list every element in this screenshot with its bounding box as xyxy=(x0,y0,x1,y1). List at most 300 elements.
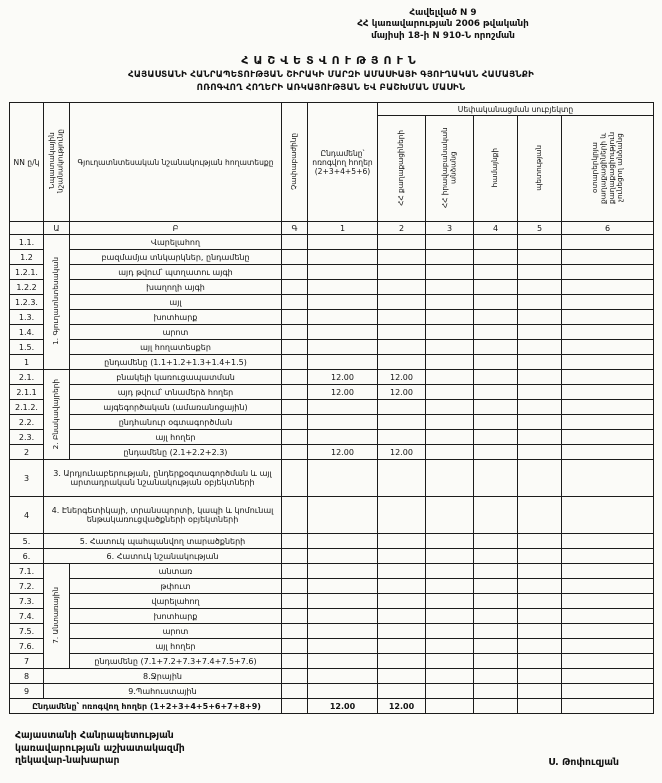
value-cell xyxy=(562,609,654,624)
value-cell xyxy=(474,430,518,445)
table-row xyxy=(10,534,654,549)
total-irrigated-cell xyxy=(308,325,378,340)
citizens-value-cell xyxy=(378,355,426,370)
citizens-value-cell xyxy=(378,639,426,654)
table-row xyxy=(10,684,654,699)
unit-cell xyxy=(282,669,308,684)
citizens-value-cell xyxy=(378,549,426,564)
value-cell xyxy=(426,579,474,594)
col-header-privatization-subject: Սեփականացման սուբյեկտը xyxy=(378,103,654,116)
citizens-value-cell xyxy=(378,624,426,639)
report-subtitle-subject: ՈՌՈԳՎՈՂ ՀՈՂԵՐԻ ԱՌԿԱՅՈՒԹՅԱՆ ԵՎ ԲԱՇԽՄԱՆ ՄԱՍԻՆ xyxy=(196,83,466,94)
row-number-cell: 1 xyxy=(10,355,44,370)
value-cell xyxy=(562,594,654,609)
value-cell xyxy=(474,669,518,684)
citizens-value-cell xyxy=(378,340,426,355)
total-irrigated-cell xyxy=(308,669,378,684)
footer xyxy=(9,730,653,768)
total-irrigated-cell xyxy=(308,497,378,534)
row-number-cell: 5. xyxy=(10,534,44,549)
value-cell xyxy=(562,415,654,430)
value-cell xyxy=(474,250,518,265)
citizens-value-cell xyxy=(378,295,426,310)
value-cell xyxy=(426,295,474,310)
land-type-cell: այլ հողատեսքեր xyxy=(70,340,282,355)
value-cell xyxy=(426,594,474,609)
total-irrigated-cell xyxy=(308,295,378,310)
total-irrigated-cell xyxy=(308,235,378,250)
appendix-reference xyxy=(288,8,598,42)
value-cell xyxy=(474,415,518,430)
value-cell xyxy=(518,235,562,250)
value-cell xyxy=(426,639,474,654)
land-type-cell: արոտ xyxy=(70,325,282,340)
grand-total-label-cell: Ընդամենը՝ ոռոգվող հողեր (1+2+3+4+5+6+7+8+9) xyxy=(10,699,282,714)
land-type-cell: այլ հողեր xyxy=(70,639,282,654)
total-irrigated-cell xyxy=(308,534,378,549)
value-cell xyxy=(426,699,474,714)
value-cell xyxy=(518,400,562,415)
total-irrigated-cell xyxy=(308,639,378,654)
value-cell xyxy=(562,460,654,497)
value-cell xyxy=(426,684,474,699)
unit-cell xyxy=(282,265,308,280)
value-cell xyxy=(518,340,562,355)
group-label-text: 2. Բնակավայրերի xyxy=(51,378,61,449)
total-irrigated-cell xyxy=(308,280,378,295)
value-cell xyxy=(474,325,518,340)
citizens-value-cell: 12.00 xyxy=(378,385,426,400)
col-header-row-number: NN ը/կ xyxy=(10,103,44,222)
value-cell xyxy=(518,564,562,579)
table-body xyxy=(10,235,654,714)
value-cell xyxy=(426,445,474,460)
unit-cell xyxy=(282,310,308,325)
row-number-cell: 7.1. xyxy=(10,564,44,579)
land-type-cell: ընդամենը (2.1+2.2+2.3) xyxy=(70,445,282,460)
decree-reference-line2: մայիսի 18-ի N 910-Ն որոշման xyxy=(371,30,515,41)
col-header-legal-entities xyxy=(426,116,474,222)
value-cell xyxy=(474,579,518,594)
row-number-cell: 7.2. xyxy=(10,579,44,594)
col-header-foreign-citizens-text: օտարերկրյա քաղաքացիների և քաղաքացիություն չունեցող անձանց xyxy=(589,131,624,204)
row-number-cell: 2.1. xyxy=(10,370,44,385)
row-number-cell: 1.2.3. xyxy=(10,295,44,310)
table-row xyxy=(10,445,654,460)
value-cell xyxy=(518,280,562,295)
land-type-cell: անտառ xyxy=(70,564,282,579)
value-cell xyxy=(562,265,654,280)
row-number-cell: 4 xyxy=(10,497,44,534)
value-cell xyxy=(426,564,474,579)
value-cell xyxy=(474,564,518,579)
citizens-value-cell xyxy=(378,497,426,534)
value-cell xyxy=(562,355,654,370)
value-cell xyxy=(562,564,654,579)
value-cell xyxy=(562,639,654,654)
value-cell xyxy=(518,497,562,534)
value-cell xyxy=(426,415,474,430)
purpose-group-label-cell xyxy=(44,564,70,669)
citizens-value-cell xyxy=(378,235,426,250)
header-letters-row xyxy=(10,222,654,235)
value-cell xyxy=(474,699,518,714)
table-row xyxy=(10,280,654,295)
value-cell xyxy=(474,265,518,280)
unit-cell xyxy=(282,594,308,609)
row-number-cell: 1.5. xyxy=(10,340,44,355)
citizens-value-cell xyxy=(378,684,426,699)
land-type-cell: խոտհարք xyxy=(70,609,282,624)
group-label-text: 1. Գյուղատնտեսական xyxy=(51,257,61,346)
value-cell xyxy=(474,594,518,609)
value-cell xyxy=(562,579,654,594)
value-cell xyxy=(562,385,654,400)
citizens-value-cell xyxy=(378,669,426,684)
unit-cell xyxy=(282,497,308,534)
row-number-cell: 9 xyxy=(10,684,44,699)
value-cell xyxy=(426,534,474,549)
total-irrigated-cell: 12.00 xyxy=(308,445,378,460)
value-cell xyxy=(474,639,518,654)
row-number-cell: 2.1.2. xyxy=(10,400,44,415)
land-type-cell: բազմամյա տնկարկներ, ընդամենը xyxy=(70,250,282,265)
total-irrigated-cell xyxy=(308,355,378,370)
value-cell xyxy=(518,250,562,265)
row-number-cell: 7.5. xyxy=(10,624,44,639)
table-row xyxy=(10,549,654,564)
land-type-cell: ընդամենը (7.1+7.2+7.3+7.4+7.5+7.6) xyxy=(70,654,282,669)
value-cell xyxy=(518,265,562,280)
value-cell xyxy=(474,654,518,669)
value-cell xyxy=(518,385,562,400)
value-cell xyxy=(562,430,654,445)
land-type-cell: վարելահող xyxy=(70,594,282,609)
value-cell xyxy=(474,497,518,534)
value-cell xyxy=(426,280,474,295)
letter-a: Ա xyxy=(44,222,70,235)
value-cell xyxy=(518,310,562,325)
irrigated-lands-table xyxy=(9,102,654,714)
row-number-cell: 6. xyxy=(10,549,44,564)
row-number-cell: 1.4. xyxy=(10,325,44,340)
total-irrigated-cell xyxy=(308,579,378,594)
value-cell xyxy=(426,355,474,370)
value-cell xyxy=(474,235,518,250)
citizens-value-cell xyxy=(378,415,426,430)
total-irrigated-cell xyxy=(308,250,378,265)
table-row xyxy=(10,385,654,400)
value-cell xyxy=(426,385,474,400)
col-header-unit-text: Չափաբաժինը xyxy=(289,132,299,190)
citizens-value-cell xyxy=(378,250,426,265)
citizens-value-cell xyxy=(378,310,426,325)
col-header-community-text: համայնքի xyxy=(490,148,500,188)
total-irrigated-cell: 12.00 xyxy=(308,370,378,385)
col-header-foreign-citizens xyxy=(562,116,654,222)
value-cell xyxy=(562,280,654,295)
unit-cell xyxy=(282,415,308,430)
col-header-state xyxy=(518,116,562,222)
value-cell xyxy=(518,430,562,445)
unit-cell xyxy=(282,445,308,460)
row-number-cell: 2.1.1 xyxy=(10,385,44,400)
value-cell xyxy=(474,370,518,385)
col-header-total: Ընդամենը՝ ոռոգվող հողեր (2+3+4+5+6) xyxy=(308,103,378,222)
citizens-value-cell xyxy=(378,564,426,579)
citizens-value-cell xyxy=(378,579,426,594)
value-cell xyxy=(518,594,562,609)
value-cell xyxy=(474,609,518,624)
row-number-cell: 7.3. xyxy=(10,594,44,609)
value-cell xyxy=(562,250,654,265)
value-cell xyxy=(562,669,654,684)
total-irrigated-cell xyxy=(308,460,378,497)
col-header-unit xyxy=(282,103,308,222)
unit-cell xyxy=(282,370,308,385)
value-cell xyxy=(562,295,654,310)
land-type-cell: 4. Էներգետիկայի, տրանսպորտի, կապի և կոմունալ ենթակառուցվածքների օբյեկտների xyxy=(44,497,282,534)
value-cell xyxy=(518,549,562,564)
value-cell xyxy=(562,235,654,250)
value-cell xyxy=(474,400,518,415)
value-cell xyxy=(518,699,562,714)
value-cell xyxy=(562,325,654,340)
value-cell xyxy=(518,460,562,497)
value-cell xyxy=(474,624,518,639)
col-header-community xyxy=(474,116,518,222)
value-cell xyxy=(426,310,474,325)
value-cell xyxy=(474,385,518,400)
decree-reference-line1: ՀՀ կառավարության 2006 թվականի xyxy=(357,19,529,30)
value-cell xyxy=(562,340,654,355)
row-number-cell: 2.2. xyxy=(10,415,44,430)
land-type-cell: այդ թվում՝ տնամերձ հողեր xyxy=(70,385,282,400)
letter-g: Գ xyxy=(282,222,308,235)
report-subtitle-community: ՀԱՅԱՍՏԱՆԻ ՀԱՆՐԱՊԵՏՈՒԹՅԱՆ ՇԻՐԱԿԻ ՄԱՐԶԻ ԱՄԱՍԻԱՅԻ ԳՅՈՒՂԱԿԱՆ ՀԱՄԱՅՆՔԻ xyxy=(128,70,534,81)
value-cell xyxy=(426,250,474,265)
value-cell xyxy=(474,355,518,370)
citizens-value-cell: 12.00 xyxy=(378,370,426,385)
land-type-cell: խաղողի այգի xyxy=(70,280,282,295)
row-number-cell: 2.3. xyxy=(10,430,44,445)
land-type-cell: խոտհարք xyxy=(70,310,282,325)
col-number-3: 3 xyxy=(426,222,474,235)
report-title: ՀԱՇՎԵՏՎՈՒԹՅՈՒՆ xyxy=(241,54,421,68)
land-type-cell: Վարելահող xyxy=(70,235,282,250)
value-cell xyxy=(426,549,474,564)
row-number-cell: 1.3. xyxy=(10,310,44,325)
col-number-2: 2 xyxy=(378,222,426,235)
table-row xyxy=(10,295,654,310)
unit-cell xyxy=(282,430,308,445)
total-irrigated-cell xyxy=(308,609,378,624)
value-cell xyxy=(518,609,562,624)
row-number-cell: 7 xyxy=(10,654,44,669)
land-type-cell: այլ հողեր xyxy=(70,430,282,445)
land-type-cell: 6. Հատուկ նշանակության xyxy=(44,549,282,564)
citizens-value-cell xyxy=(378,534,426,549)
unit-cell xyxy=(282,355,308,370)
value-cell xyxy=(518,654,562,669)
row-number-cell: 1.1. xyxy=(10,235,44,250)
land-type-cell: բնակելի կառուցապատման xyxy=(70,370,282,385)
citizens-value-cell: 12.00 xyxy=(378,445,426,460)
value-cell xyxy=(562,549,654,564)
purpose-group-label-cell xyxy=(44,235,70,370)
value-cell xyxy=(426,497,474,534)
unit-cell xyxy=(282,460,308,497)
value-cell xyxy=(518,579,562,594)
total-irrigated-cell xyxy=(308,549,378,564)
table-row xyxy=(10,235,654,250)
value-cell xyxy=(426,654,474,669)
row-number-cell: 7.4. xyxy=(10,609,44,624)
unit-cell xyxy=(282,295,308,310)
table-row xyxy=(10,654,654,669)
table-row xyxy=(10,699,654,714)
value-cell xyxy=(426,400,474,415)
value-cell xyxy=(426,340,474,355)
row-number-cell: 2 xyxy=(10,445,44,460)
citizens-value-cell xyxy=(378,594,426,609)
org-line-1: Հայաստանի Հանրապետության xyxy=(15,730,174,742)
unit-cell xyxy=(282,579,308,594)
letters-empty-cell xyxy=(10,222,44,235)
row-number-cell: 1.2 xyxy=(10,250,44,265)
total-irrigated-cell xyxy=(308,564,378,579)
citizens-value-cell xyxy=(378,325,426,340)
unit-cell xyxy=(282,400,308,415)
row-number-cell: 7.6. xyxy=(10,639,44,654)
row-number-cell: 8 xyxy=(10,669,44,684)
value-cell xyxy=(474,295,518,310)
col-header-purpose xyxy=(44,103,70,222)
unit-cell xyxy=(282,250,308,265)
total-irrigated-cell xyxy=(308,415,378,430)
land-type-cell: 8.Ջրային xyxy=(44,669,282,684)
unit-cell xyxy=(282,684,308,699)
col-header-citizens xyxy=(378,116,426,222)
value-cell xyxy=(426,460,474,497)
table-row xyxy=(10,430,654,445)
land-type-cell: այլ xyxy=(70,295,282,310)
value-cell xyxy=(426,265,474,280)
signatory-position xyxy=(15,730,185,768)
total-irrigated-cell xyxy=(308,624,378,639)
table-row xyxy=(10,624,654,639)
unit-cell xyxy=(282,564,308,579)
table-row xyxy=(10,340,654,355)
header-group-row xyxy=(10,103,654,116)
table-row xyxy=(10,400,654,415)
unit-cell xyxy=(282,654,308,669)
land-type-cell: ընդհանուր օգտագործման xyxy=(70,415,282,430)
value-cell xyxy=(518,639,562,654)
value-cell xyxy=(474,445,518,460)
org-line-2: կառավարության աշխատակազմի xyxy=(15,742,185,754)
land-type-cell: 9.Պահուստային xyxy=(44,684,282,699)
citizens-value-cell: 12.00 xyxy=(378,699,426,714)
value-cell xyxy=(474,460,518,497)
value-cell xyxy=(518,684,562,699)
unit-cell xyxy=(282,235,308,250)
unit-cell xyxy=(282,325,308,340)
value-cell xyxy=(518,370,562,385)
unit-cell xyxy=(282,624,308,639)
land-type-cell: արոտ xyxy=(70,624,282,639)
value-cell xyxy=(562,445,654,460)
col-header-purpose-text: Նպատակային նշանակությունը xyxy=(47,129,65,194)
value-cell xyxy=(474,534,518,549)
citizens-value-cell xyxy=(378,400,426,415)
total-irrigated-cell xyxy=(308,684,378,699)
value-cell xyxy=(426,609,474,624)
total-irrigated-cell xyxy=(308,400,378,415)
unit-cell xyxy=(282,549,308,564)
col-number-5: 5 xyxy=(518,222,562,235)
value-cell xyxy=(426,235,474,250)
value-cell xyxy=(562,310,654,325)
table-row xyxy=(10,564,654,579)
land-type-cell: 3. Արդյունաբերության, ընդերքօգտագործման և այլ արտադրական նշանակության օբյեկտների xyxy=(44,460,282,497)
citizens-value-cell xyxy=(378,430,426,445)
value-cell xyxy=(474,310,518,325)
col-header-legal-entities-text: ՀՀ իրավաբանական անձանց xyxy=(440,127,458,209)
table-row xyxy=(10,460,654,497)
land-type-cell: 5. Հատուկ պահպանվող տարածքների xyxy=(44,534,282,549)
total-irrigated-cell xyxy=(308,310,378,325)
signature-name: Ս. Թոփուզյան xyxy=(548,756,619,768)
citizens-value-cell xyxy=(378,460,426,497)
land-type-cell: այգեգործական (ամառանոցային) xyxy=(70,400,282,415)
table-row xyxy=(10,639,654,654)
value-cell xyxy=(426,624,474,639)
table-row xyxy=(10,310,654,325)
value-cell xyxy=(474,280,518,295)
land-type-cell: թփուտ xyxy=(70,579,282,594)
org-line-3: ղեկավար-նախարար xyxy=(15,755,120,767)
appendix-number: Հավելված N 9 xyxy=(409,8,477,18)
citizens-value-cell xyxy=(378,654,426,669)
total-irrigated-cell: 12.00 xyxy=(308,699,378,714)
table-row xyxy=(10,415,654,430)
table-row xyxy=(10,497,654,534)
value-cell xyxy=(562,534,654,549)
table-row xyxy=(10,355,654,370)
value-cell xyxy=(562,370,654,385)
unit-cell xyxy=(282,385,308,400)
table-row xyxy=(10,370,654,385)
group-label-text: 7. Անտառային xyxy=(51,586,61,644)
value-cell xyxy=(426,430,474,445)
col-header-land-type: Գյուղատնտեսական նշանակության հողատեսքը xyxy=(70,103,282,222)
row-number-cell: 1.2.2 xyxy=(10,280,44,295)
value-cell xyxy=(518,669,562,684)
value-cell xyxy=(426,325,474,340)
unit-cell xyxy=(282,280,308,295)
value-cell xyxy=(518,355,562,370)
col-header-citizens-text: ՀՀ քաղաքացիների xyxy=(396,129,406,206)
unit-cell xyxy=(282,639,308,654)
value-cell xyxy=(518,534,562,549)
land-type-cell: այդ թվում՝ պտղատու այգի xyxy=(70,265,282,280)
value-cell xyxy=(474,549,518,564)
total-irrigated-cell: 12.00 xyxy=(308,385,378,400)
table-row xyxy=(10,669,654,684)
total-irrigated-cell xyxy=(308,430,378,445)
row-number-cell: 3 xyxy=(10,460,44,497)
